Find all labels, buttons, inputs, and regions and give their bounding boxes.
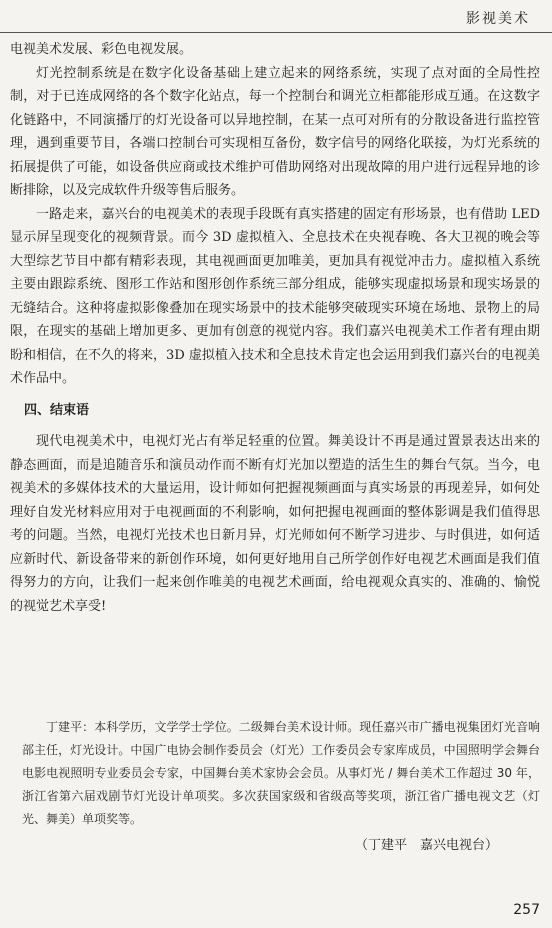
paragraph-continuation: 电视美术发展、彩色电视发展。 (10, 42, 193, 57)
running-header (0, 0, 552, 34)
page-number: 257 (513, 902, 540, 918)
paragraph-virtual-technology: 一路走来，嘉兴台的电视美术的表现手段既有真实搭建的固定有形场景，也有借助 LED 显示屏呈现变化的视频背景。而今 3D 虚拟植入、全息技术在央视春晚、各大卫视的晚会等大型综艺节目中都有精彩表现，其电视画面更加唯美，更加具有视觉冲击力。虚拟植入系统主要由跟踪系统、图形工作站和图形创作系统三部分组成，能够实现虚拟场景和现实场景的无缝结合。这种将虚拟影像叠加在现实场景中的技术能够突破现实环境在场地、景物上的局限，在现实的基础上增加更多、更加有创意的视觉内容。我们嘉兴电视美术工作者有理由期盼和相信，在不久的将来，3D 虚拟植入技术和全息技术肯定也会运用到我们嘉兴台的电视美术作品中。 (10, 206, 540, 386)
paragraph-conclusion: 现代电视美术中，电视灯光占有举足轻重的位置。舞美设计不再是通过置景表达出来的静态画面，而是追随音乐和演员动作而不断有灯光加以塑造的活生生的舞台气氛。当今，电视美术的多媒体技术的大量运用，设计师如何把握视频画面与真实场景的再现差异，如何处理好自发光材料应用对于电视画面的不利影响，如何把握电视画面的整体影调是我们值得思考的问题。当然，电视灯光技术也日新月异，灯光师如何不断学习进步、与时俱进，如何适应新时代、新设备带来的新创作环境，如何更好地用自己所学创作好电视艺术画面是我们值得努力的方向，让我们一起来创作唯美的电视艺术画面，给电视观众真实的、准确的、愉悦的视觉艺术享受! (10, 434, 540, 614)
header-rule (0, 32, 552, 33)
article-body (10, 38, 540, 618)
running-head-title: 影视美术 (466, 11, 530, 27)
paragraph-lighting-control: 灯光控制系统是在数字化设备基础上建立起来的网络系统，实现了点对面的全局性控制，对于已连成网络的各个数字化站点，每一个控制台和调光立柜都能形成互通。在这数字化链路中，不同演播厅的灯光设备可以异地控制，在某一点可对所有的分散设备进行监控管理，遇到重要节目，各端口控制台可实现相互备份，数字信号的网络化联接，为灯光系统的拓展提供了可能，如设备供应商或技术维护可借助网络对出现故障的用户进行远程异地的诊断排除，以及完成软件升级等售后服务。 (10, 65, 540, 198)
author-byline: （丁建平 嘉兴电视台） (354, 838, 498, 853)
section-heading-conclusion: 四、结束语 (24, 402, 90, 418)
author-bio (22, 716, 540, 831)
author-bio-text: 丁建平：本科学历，文学学士学位。二级舞台美术设计师。现任嘉兴市广播电视集团灯光音响部主任，灯光设计。中国广电协会制作委员会（灯光）工作委员会专家库成员，中国照明学会舞台电影电视照明专业委员会专家，中国舞台美术家协会会员。从事灯光 / 舞台美术工作超过 30 年，浙江省第六届戏剧节灯光设计单项奖。多次获国家级和省级高等奖项，浙江省广播电视文艺（灯光、舞美）单项奖等。 (22, 720, 540, 826)
